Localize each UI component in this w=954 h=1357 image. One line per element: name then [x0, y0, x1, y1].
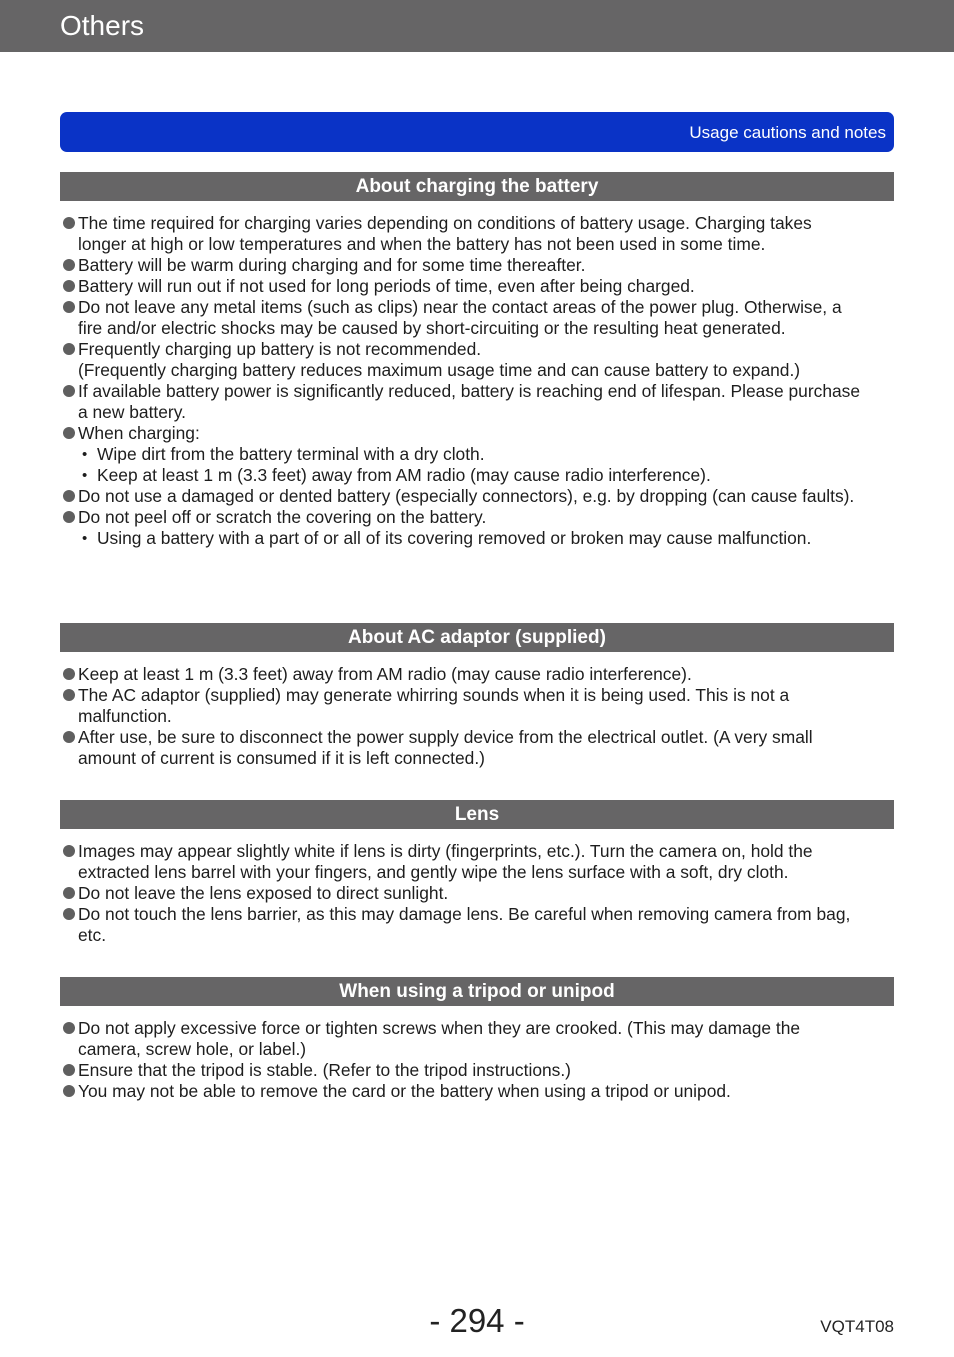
- list-item: Do not use a damaged or dented battery (especially connectors), e.g. by dropping (can cause faults).: [62, 486, 862, 507]
- list-item: Ensure that the tripod is stable. (Refer to the tripod instructions.): [62, 1060, 862, 1081]
- list-ac-adaptor: [62, 664, 862, 769]
- list-item: Do not leave the lens exposed to direct sunlight.: [62, 883, 862, 904]
- list-item: After use, be sure to disconnect the power supply device from the electrical outlet. (A very small amount of current is consumed if it is left connected.): [62, 727, 862, 769]
- page-number: - 294 -: [429, 1302, 525, 1339]
- section-header-charging: About charging the battery: [60, 172, 894, 201]
- list-tripod: [62, 1018, 862, 1102]
- list-lens: [62, 841, 862, 946]
- document-code: VQT4T08: [820, 1317, 894, 1336]
- list-charging: [62, 213, 862, 549]
- list-item: Do not leave any metal items (such as clips) near the contact areas of the power plug. Otherwise, a fire and/or electric shocks may be caused by short-circuiting or the resulting heat generated.: [62, 297, 862, 339]
- list-item: Frequently charging up battery is not recommended.: [62, 339, 862, 360]
- list-item: Do not peel off or scratch the covering on the battery.: [62, 507, 862, 528]
- section-header-tripod: When using a tripod or unipod: [60, 977, 894, 1006]
- list-item-continuation: (Frequently charging battery reduces maximum usage time and can cause battery to expand.): [78, 360, 801, 380]
- section-header-ac-adaptor: About AC adaptor (supplied): [60, 623, 894, 652]
- list-item: You may not be able to remove the card or the battery when using a tripod or unipod.: [62, 1081, 862, 1102]
- list-item: Do not touch the lens barrier, as this may damage lens. Be careful when removing camera from bag, etc.: [62, 904, 862, 946]
- list-item: If available battery power is significantly reduced, battery is reaching end of lifespan. Please purchase a new battery.: [62, 381, 862, 423]
- list-item: Do not apply excessive force or tighten screws when they are crooked. (This may damage the camera, screw hole, or label.): [62, 1018, 862, 1060]
- list-item: The AC adaptor (supplied) may generate whirring sounds when it is being used. This is not a malfunction.: [62, 685, 862, 727]
- top-header-bar: [0, 0, 954, 52]
- list-item: Keep at least 1 m (3.3 feet) away from AM radio (may cause radio interference).: [62, 664, 862, 685]
- list-item: When charging:: [62, 423, 862, 444]
- list-item: Battery will run out if not used for long periods of time, even after being charged.: [62, 276, 862, 297]
- section-header-lens: Lens: [60, 800, 894, 829]
- sub-list-item: • Keep at least 1 m (3.3 feet) away from AM radio (may cause radio interference).: [62, 465, 862, 486]
- list-item: Images may appear slightly white if lens is dirty (fingerprints, etc.). Turn the camera on, hold the extracted lens barrel with your fingers, and gently wipe the lens surface with a soft, dry cloth.: [62, 841, 862, 883]
- section-banner-label: Usage cautions and notes: [689, 123, 886, 142]
- chapter-title: Others: [60, 10, 145, 41]
- list-item: Battery will be warm during charging and for some time thereafter.: [62, 255, 862, 276]
- section-banner: [60, 112, 894, 152]
- sub-list-item: • Wipe dirt from the battery terminal with a dry cloth.: [62, 444, 862, 465]
- sub-list-item: • Using a battery with a part of or all of its covering removed or broken may cause malfunction.: [62, 528, 862, 549]
- list-item: The time required for charging varies depending on conditions of battery usage. Charging takes longer at high or low temperatures and when the battery has not been used in some time.: [62, 213, 862, 255]
